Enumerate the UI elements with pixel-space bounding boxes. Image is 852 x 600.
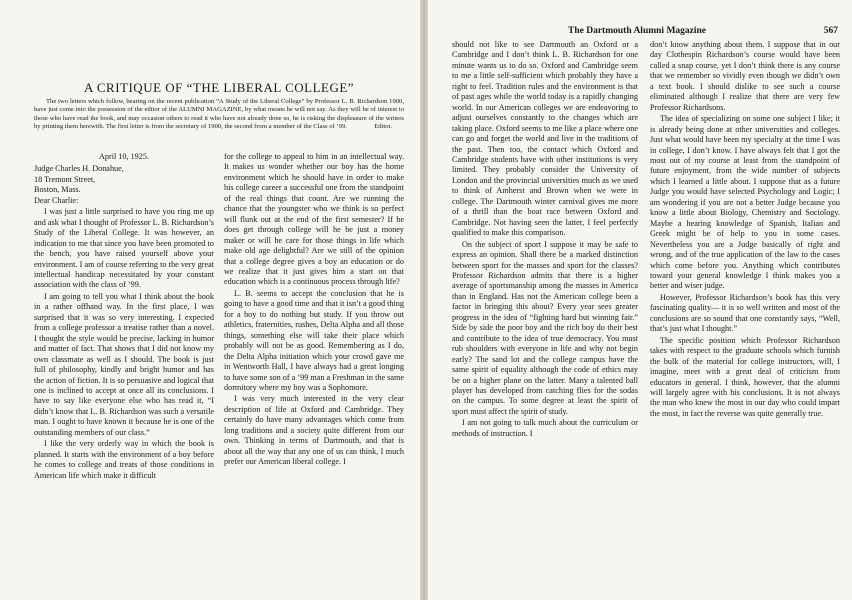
column-1	[34, 152, 214, 482]
paragraph: I am going to tell you what I think about the book in a rather offhand way. In the first place, I was surprised that it was so very interesting. I expected from a college professor a treatise rather than a novel. I thought the style would be precise, lacking in humor and matter of fact. That shows that I did not know my own classmate as well as I should. The book is just full of philosophy, kindly and bright humor and has the action of fiction. It is so persuasive and logical that one is inclined to accept at once all its conclusions. I have to say like everyone else who has read it, “I didn’t know that L. B. Richardson was such a versatile man. I ought to have known it because he is one of the outstanding members of our class.”	[34, 291, 214, 437]
paragraph: The specific position which Professor Richardson takes with respect to the graduate schools which furnish the bulk of the material for college instructors, will, I imagine, meet with a great deal of criticism from educators in general. I think, however, that the alumni will largely agree with his conclusions. It is not always the man who knew the most in our day who could impart the most, in fact the reverse was quite generally true.	[650, 335, 840, 418]
column-2	[224, 152, 404, 469]
paragraph: for the college to appeal to him in an intellectual way. It makes us wonder whether our boy has the home environment which he should have in order to make his college career a successful one from the standpoint of the real things that count. Are we running the chance that the youngster who we think is so perfect will flunk out at the end of the first semester? If he does get through college will he be just a money maker or will he care for those things in life which make old age delightful? Are we still of the opinion that a college degree gives a boy an education or do we realize that it just gives him a start on that education which is a continuous process through life?	[224, 152, 404, 287]
editor-intro	[34, 98, 404, 131]
paragraph: However, Professor Richardson’s book has this very fascinating quality— it is so well written and most of the conclusions are so sound that one constantly says, “Well, that’s just what I thought.”	[650, 292, 840, 334]
paragraph: On the subject of sport I suppose it may be safe to express an opinion. Shall there be a marked distinction between sport for the masses and sport for the classes? Professor Richardson admits that there is a higher average of sportsmanship among the masses in America than in England. Has not the American college been a factor in bringing this about? Every year sees greater progress in the idea of “fighting hard but winning fair.” Side by side the poor boy and the rich boy do their best and contribute to the idea of true democracy. You must rub shoulders with everyone in life and why not begin early? The sand lot and the college campus have the same spirit of equality although the code of ethics may be on a higher plane on the latter. Many a talented ball player has developed from catching flies for the sodas on the campus. To some degree at least the spirit of sport must affect the spirit of study.	[452, 239, 638, 416]
page-number: 567	[823, 26, 838, 36]
paragraph: L. B. seems to accept the conclusion that he is going to have a good time and that it isn’t a good thing for a boy to do nothing but study. If you throw out athletics, fraternities, rushes, Delta Alpha and all those things, something else will take their place which probably will not be as good. Remembering as I do, the Delta Alpha initiation which your crowd gave me in Wentworth Hall, I have always had a great longing to have some son of a ’99 man a Freshman in the same dormitory where my boy was a Sophomore.	[224, 288, 404, 392]
paragraph: I like the very orderly way in which the book is planned. It starts with the environment of a boy before he comes to college and treats of those conditions in American life which make it difficult	[34, 439, 214, 480]
paragraph: should not like to see Dartmouth an Oxford or a Cambridge and I don’t think L. B. Richardson for one minute wants us to do so. Oxford and Cambridge seem to me a little self-sufficient which probably they have a right to feel. Tradition rules and the environment is that of past ages while the world today is a rapidly changing world. In our American colleges we are endeavoring to adjust ourselves constantly to the changes which are taking place. Oxford seems to me like a place where one can go and forget the world and live in the traditions of the past. Then too, the contact which Oxford and Cambridge students have with other institutions is very limited. They probably consider the University of London and the provincial universities much as we used to think of Amherst and Brown when we were in college. The Dartmouth winter carnival gives me more of a thrill than the boat race between Oxford and Cambridge. Not having seen the latter, I feel perfectly qualified to make this comparison.	[452, 40, 638, 238]
letter-date: April 10, 1925.	[98, 152, 150, 161]
left-page	[0, 0, 420, 600]
article-title: A CRITIQUE OF “THE LIBERAL COLLEGE”	[83, 80, 355, 95]
intro-signature: Editor.	[374, 122, 392, 130]
column-3	[452, 40, 638, 440]
paragraph: don’t know anything about them. I suppose that in our day Clothespin Richardson’s course would have been called a snap course, yet I don’t think there is any course that we remember so vividly even though we didn’t own a text book. I should dislike to see such a course eliminated although I realize that there are very few Professor Richardsons.	[650, 40, 840, 112]
paragraph: The idea of specializing on some one subject I like; it is already being done at other universities and colleges. Just what would have been my specialty at the time I was in college, I don’t know. I have always felt that I got the most out of my course at least from the standpoint of future enjoyment, from the wide number of subjects which I learned a little about. I suppose that as a future Judge you would have selected Psychology and Logic; I am wondering if you are not a better Judge because you know a little about Biology, Chemistry and Sociology. Maybe a hearing knowledge of Spanish, Italian and Greek might be of help to you in some cases. Nevertheless you are a Judge basically of right and wrong, and of the true application of the law to the cases which come before you. Anything which contributes toward your general knowledge I think makes you a better and wiser judge.	[650, 114, 840, 291]
magazine-title: The Dartmouth Alumni Magazine	[568, 26, 707, 36]
column-4	[650, 40, 840, 420]
address-line: 18 Tremont Street,	[34, 174, 96, 184]
intro-text: The two letters which follow, bearing on the recent publication “A Study of the Liberal College” by Professor L. B. Richardson 1900, have just come into the possession of the editor of the ALUMNI MAGAZINE, by what means he will not say. As they will be of interest to those who have read the book, and may occasion others to read it who have not already done so, he is risking the displeasure of the writers by printing them herewith. The first letter is from the secretary of 1900, the second from a member of the Class of ’99.	[34, 98, 404, 130]
paragraph: I am not going to talk much about the curriculum or methods of instruction. I	[452, 418, 638, 438]
address-line: Boston, Mass.	[34, 185, 81, 195]
salutation: Dear Charlie:	[34, 195, 79, 205]
paragraph: I was very much interested in the very clear description of life at Oxford and Cambridge. They certainly do have many advantages which come from long traditions and a society quite different from our own. Thinking in terms of Dartmouth, and that is about all the way that any one of us can think, I much prefer our American liberal college. I	[224, 394, 404, 467]
paragraph: I was just a little surprised to have you ring me up and ask what I thought of Professor L. B. Richardson’s Study of the Liberal College. It was however, an indication to me that since you have been promoted to the bench, you have raised yourself above your environment. I am of course referring to the very great intellectual handicap necessitated by your constant association with the class of ’99.	[34, 207, 214, 290]
address-line: Judge Charles H. Donahue,	[34, 164, 124, 174]
page-gutter	[420, 0, 428, 600]
letter-address	[34, 164, 214, 195]
